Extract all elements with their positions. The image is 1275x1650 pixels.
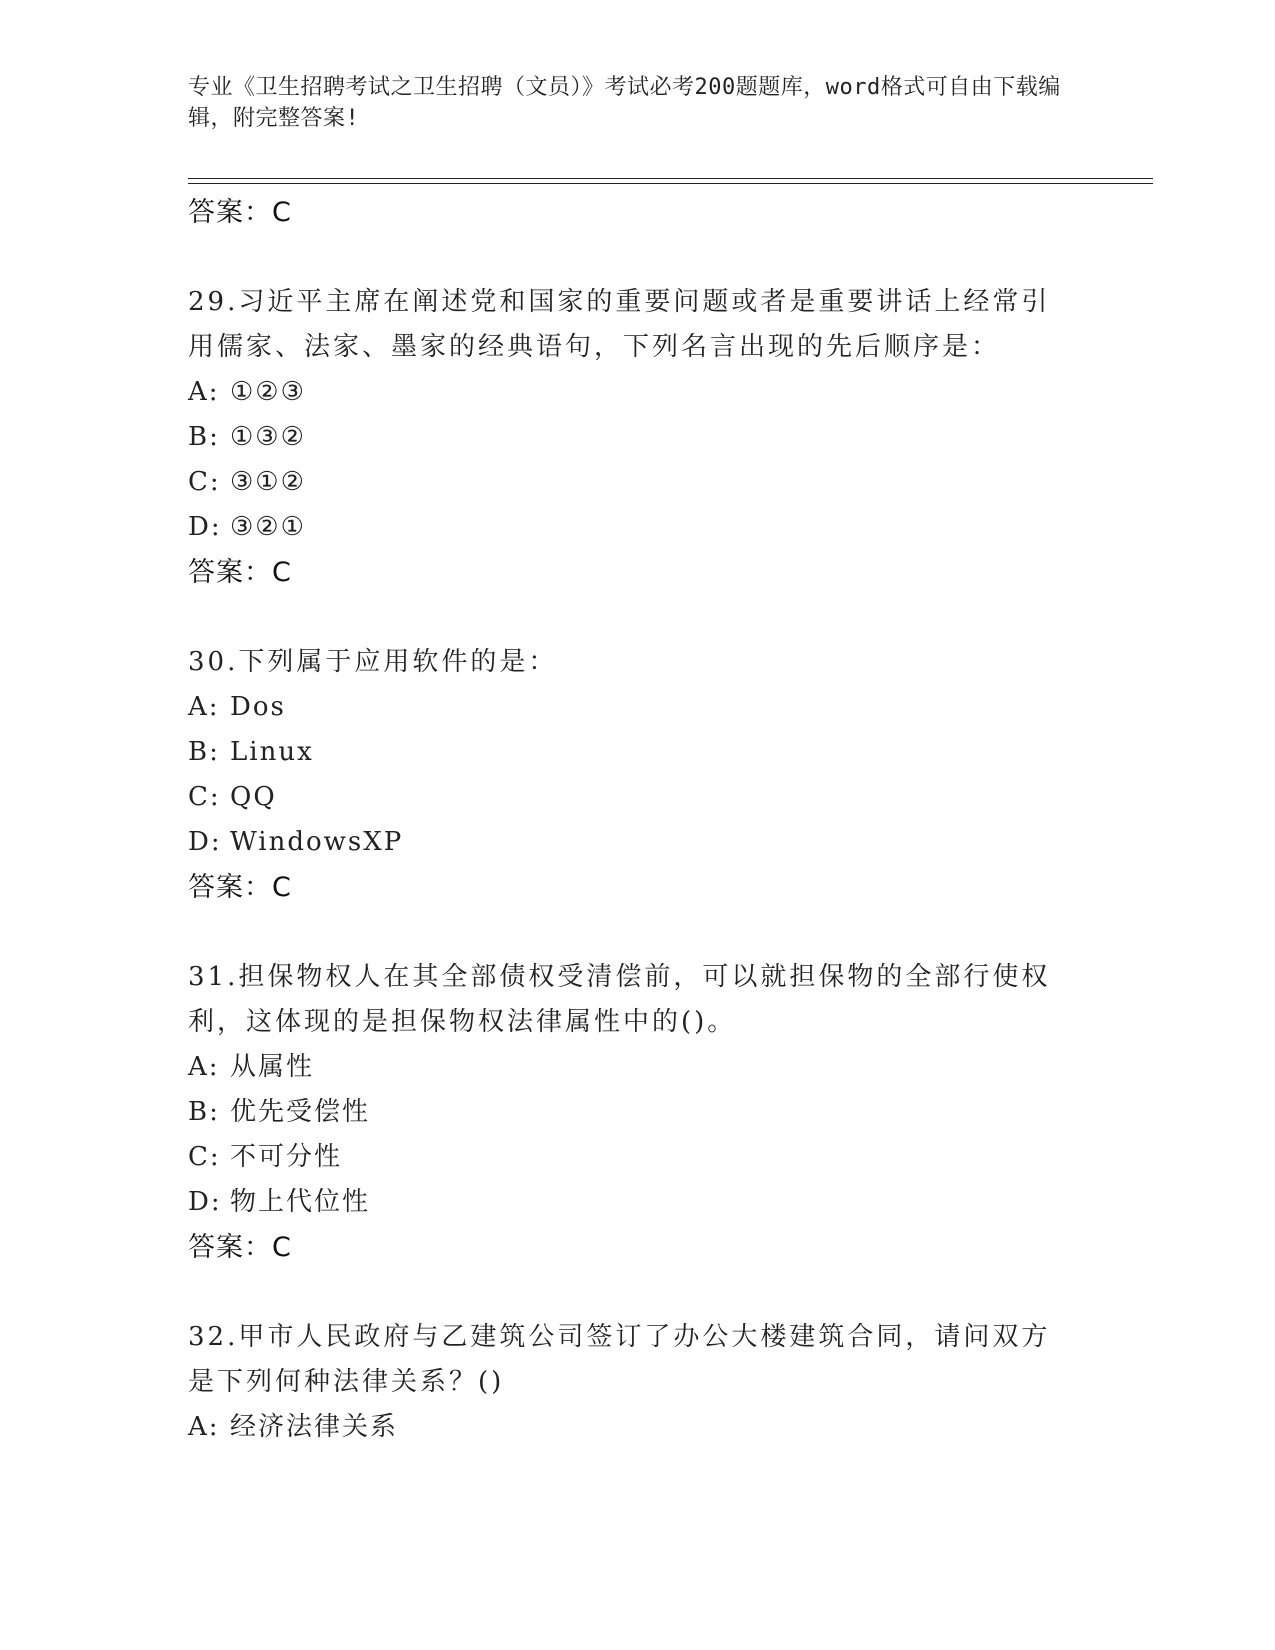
- option-value: 优先受偿性: [230, 1097, 371, 1127]
- header-divider-bottom: [188, 183, 1153, 184]
- option-value: ③②①: [230, 512, 306, 542]
- option-label: B:: [188, 422, 220, 452]
- option-label: B:: [188, 1097, 220, 1127]
- option-value: Dos: [230, 692, 286, 722]
- question-text: 32.甲市人民政府与乙建筑公司签订了办公大楼建筑合同，请问双方是下列何种法律关系？(): [188, 1322, 1051, 1397]
- option-label: A:: [188, 692, 220, 722]
- document-header: 专业《卫生招聘考试之卫生招聘（文员）》考试必考200题题库，word格式可自由下载编辑，附完整答案!: [188, 75, 1061, 131]
- option-label: C:: [188, 782, 221, 812]
- option-label: D:: [188, 827, 222, 857]
- option-label: A:: [188, 1412, 220, 1442]
- question-30: [188, 640, 1088, 910]
- answer-line: 答案：C: [188, 557, 292, 588]
- option-label: A:: [188, 1052, 220, 1082]
- option-d: [188, 505, 1088, 550]
- option-value: 经济法律关系: [230, 1412, 399, 1442]
- header-divider-top: [188, 178, 1153, 179]
- option-b: [188, 415, 1088, 460]
- answer-line: 答案：C: [188, 872, 292, 903]
- option-label: A:: [188, 377, 220, 407]
- previous-answer: 答案：C: [188, 197, 292, 228]
- option-value: 不可分性: [230, 1142, 343, 1172]
- option-value: WindowsXP: [230, 827, 404, 857]
- option-label: C:: [188, 467, 221, 497]
- option-a: [188, 1405, 1088, 1450]
- option-d: [188, 820, 1088, 865]
- option-value: 从属性: [230, 1052, 315, 1082]
- option-value: 物上代位性: [230, 1187, 371, 1217]
- question-text: 29.习近平主席在阐述党和国家的重要问题或者是重要讲话上经常引用儒家、法家、墨家的经典语句，下列名言出现的先后顺序是：: [188, 287, 1051, 362]
- question-text: 30.下列属于应用软件的是：: [188, 647, 558, 677]
- document-body: [188, 190, 1088, 1450]
- question-text: 31.担保物权人在其全部债权受清偿前，可以就担保物的全部行使权利，这体现的是担保物权法律属性中的()。: [188, 962, 1051, 1037]
- option-value: Linux: [230, 737, 314, 767]
- option-c: [188, 1135, 1088, 1180]
- option-value: ①③②: [230, 422, 306, 452]
- option-label: B:: [188, 737, 220, 767]
- question-32: [188, 1315, 1088, 1450]
- option-c: [188, 460, 1088, 505]
- option-label: C:: [188, 1142, 221, 1172]
- option-a: [188, 370, 1088, 415]
- option-c: [188, 775, 1088, 820]
- option-d: [188, 1180, 1088, 1225]
- option-a: [188, 1045, 1088, 1090]
- option-label: D:: [188, 512, 222, 542]
- option-a: [188, 685, 1088, 730]
- option-value: ①②③: [230, 377, 306, 407]
- answer-line: 答案：C: [188, 1232, 292, 1263]
- question-29: [188, 280, 1088, 595]
- question-31: [188, 955, 1088, 1270]
- option-value: QQ: [230, 782, 277, 812]
- option-b: [188, 730, 1088, 775]
- option-value: ③①②: [230, 467, 306, 497]
- option-label: D:: [188, 1187, 222, 1217]
- option-b: [188, 1090, 1088, 1135]
